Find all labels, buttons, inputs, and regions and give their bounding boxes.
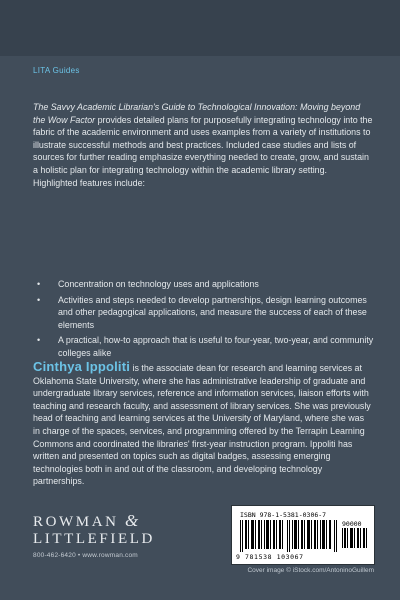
features-list: [37, 278, 380, 363]
list-item: • Concentration on technology uses and applications: [37, 279, 259, 289]
bullet-icon: •: [37, 294, 41, 305]
isbn-label: ISBN 978-1-5381-0306-7: [240, 511, 327, 519]
isbn-barcode: [231, 505, 375, 565]
author-name: Cinthya Ippoliti: [33, 359, 131, 374]
price-barcode-icon: [342, 528, 368, 548]
bio-text: is the associate dean for research and learning services at Oklahoma State University, where she has administrative leadership of graduate and undergraduate library services, reference and information services, liaison efforts with teaching and research faculty, and assessment of library services. She was previously head of teaching and learning services at the University of Maryland, where she was in charge of the spaces, services, and programming offered by the Terrapin Learning Commons and coordinated the libraries' first-year instruction program. Ippoliti has written and presented on topics such as digital badges, assessing emerging technologies both in and out of the classroom, and developing technology partnerships.: [33, 363, 371, 487]
publisher-name-line1: ROWMAN: [33, 514, 119, 530]
description-paragraph: [33, 101, 373, 189]
top-band: [0, 0, 400, 56]
publisher-contact: 800-462-6420 • www.rowman.com: [33, 552, 138, 559]
barcode-digits: 9 781538 103067: [236, 553, 304, 561]
series-label: LITA Guides: [33, 66, 80, 75]
barcode-bars-icon: [240, 520, 338, 552]
list-item: • A practical, how-to approach that is useful to four-year, two-year, and community colleges alike: [37, 335, 374, 358]
description-text: provides detailed plans for purposefully integrating technology into the fabric of the academic environment and uses examples from a variety of institutions to illustrate successful methods and best practices. Included case studies and lists of sources for further reading emphasize everything needed to create, grow, and sustain a holistic plan for integrating technology within the academic library setting. Highlighted features include:: [33, 114, 373, 188]
book-title: The Savvy Academic Librarian's Guide to Technological Innovation: Moving beyond the Wow Factor: [33, 102, 361, 125]
bullet-icon: •: [37, 335, 41, 346]
cover-image-credit: Cover image © iStock.com/AntoninoGuillem: [247, 567, 374, 574]
publisher-name-line2: LITTLEFIELD: [33, 531, 155, 547]
list-item: • Activities and steps needed to develop partnerships, design learning outcomes and other pedagogical applications, and measure the success of each of these elements: [37, 294, 367, 330]
publisher-logo: [33, 512, 155, 559]
price-code: 90000: [342, 520, 362, 528]
publisher-ampersand: &: [124, 511, 139, 530]
bullet-icon: •: [37, 279, 41, 289]
author-bio: [33, 361, 373, 488]
